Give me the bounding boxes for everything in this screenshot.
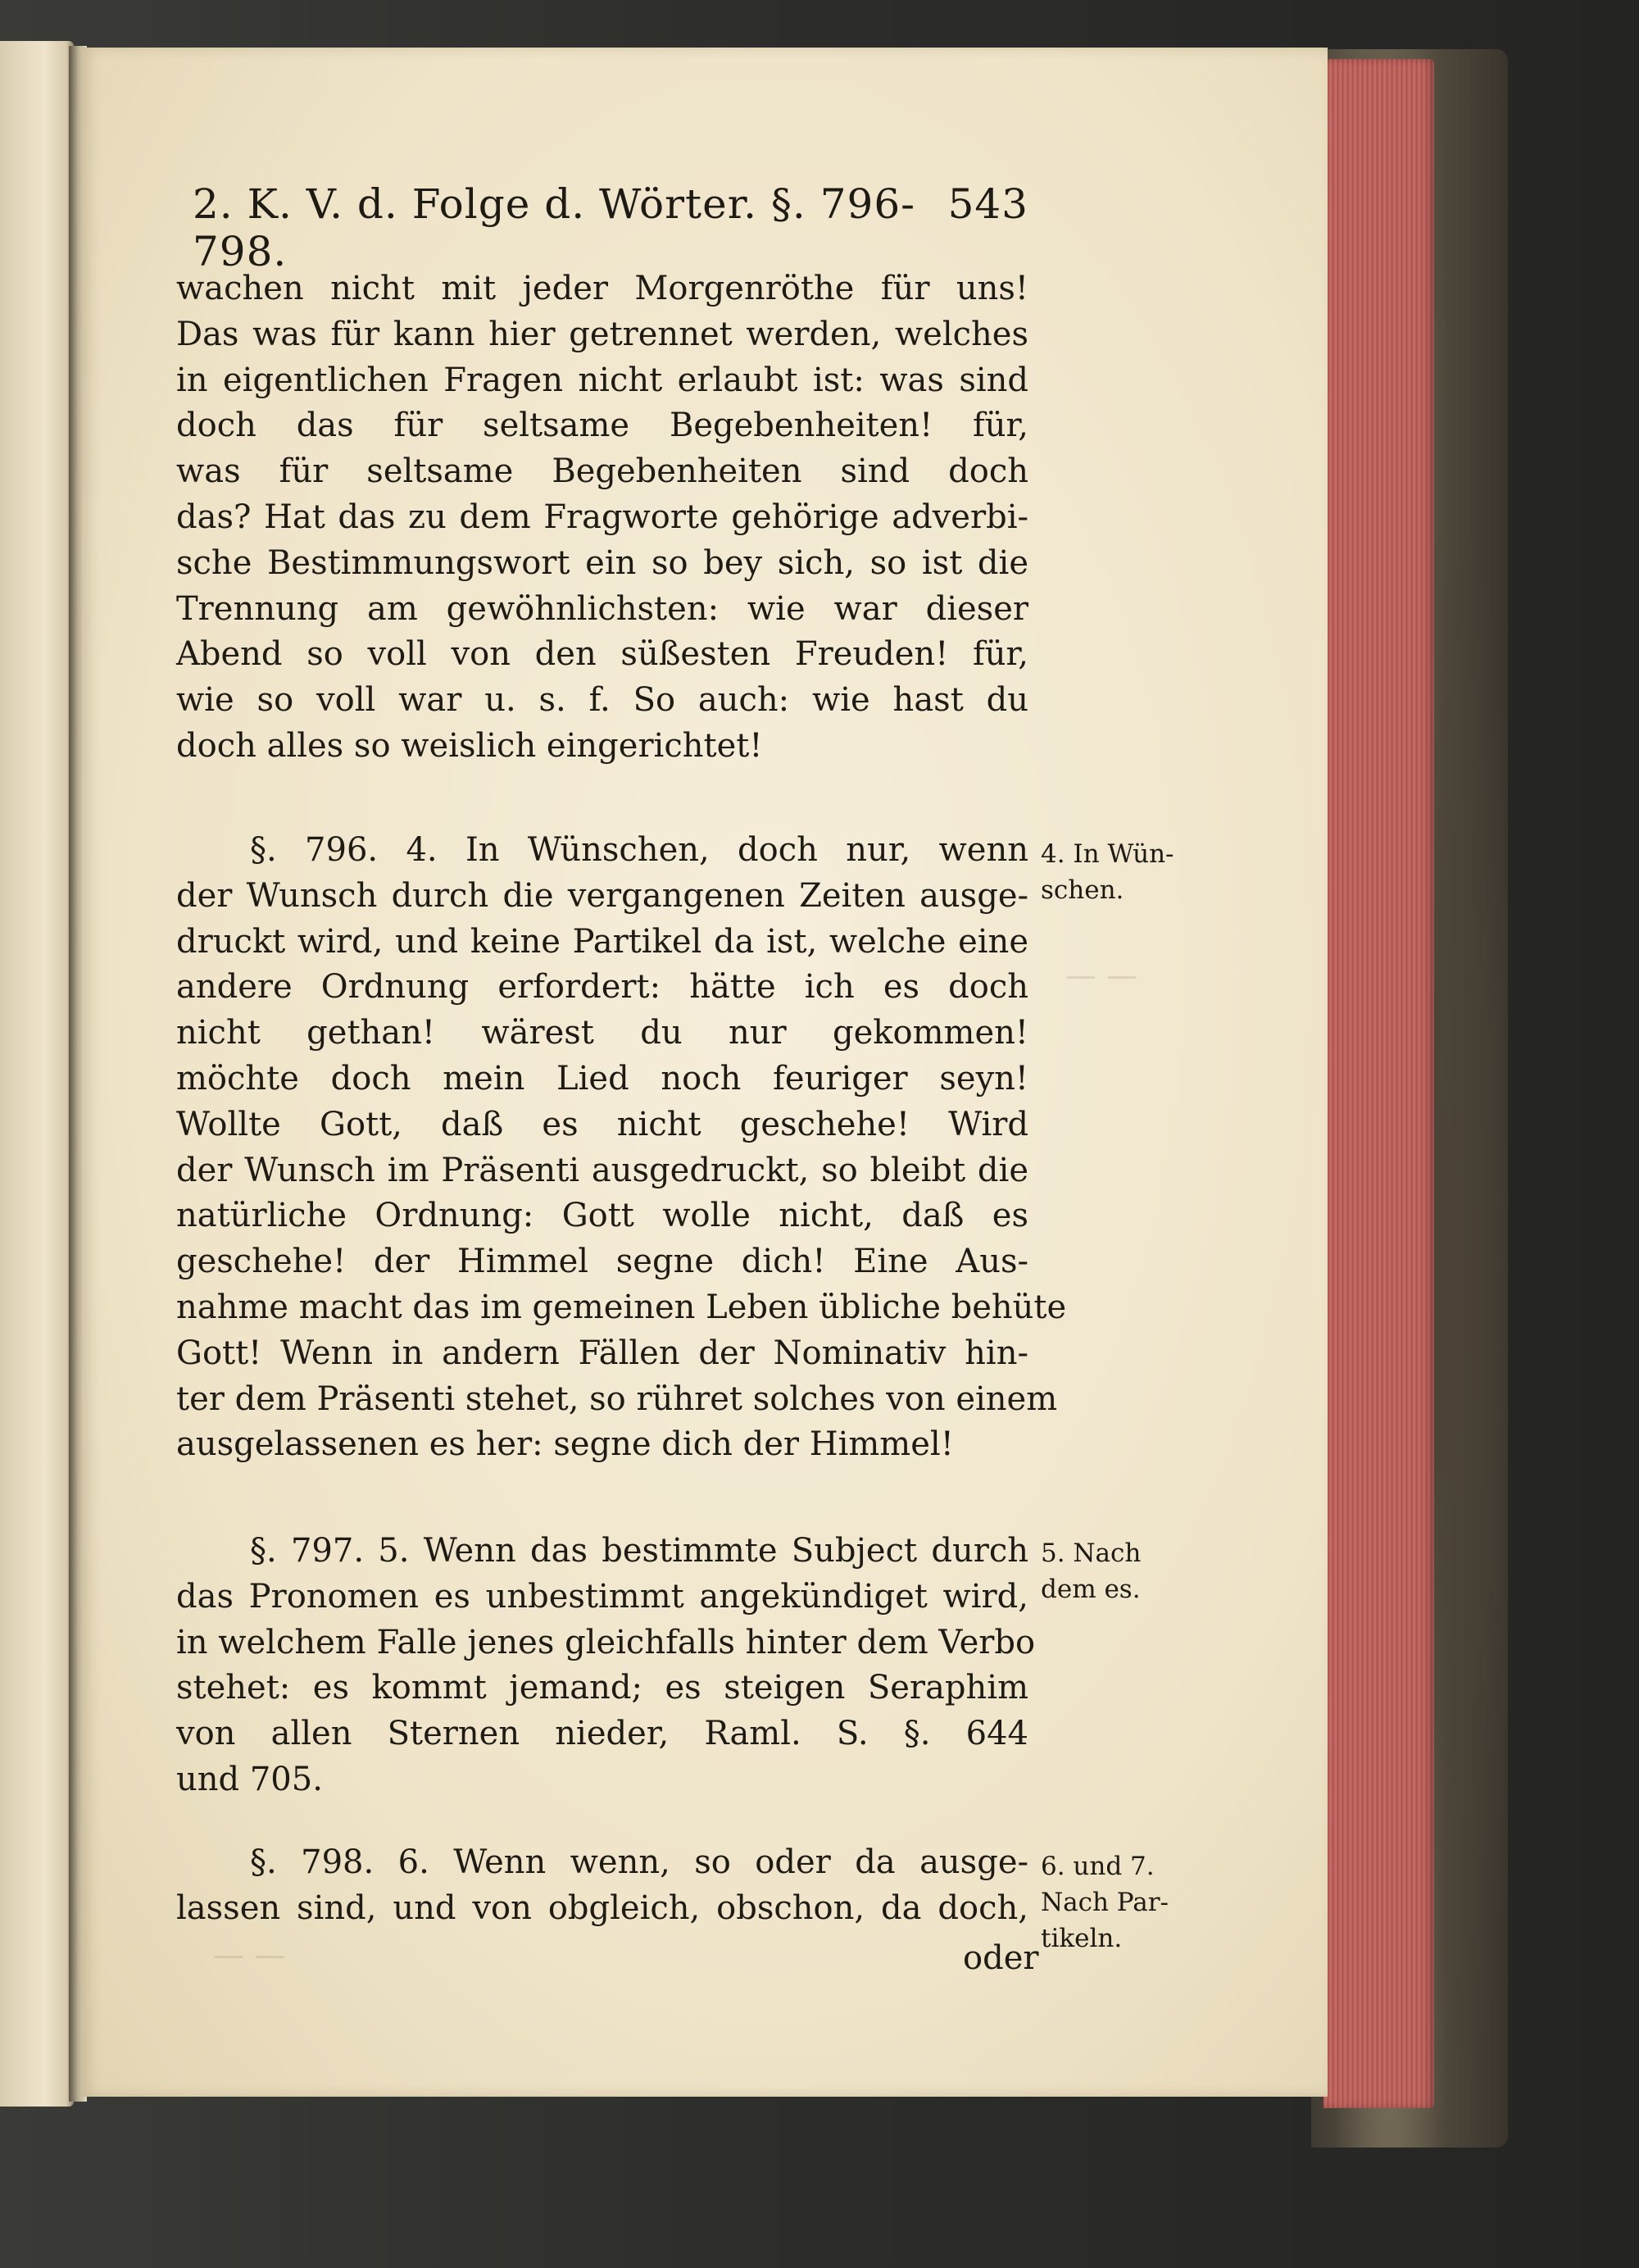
text-line: natürliche Ordnung: Gott wolle nicht, daß es: [176, 1197, 1028, 1235]
red-page-edges: [1323, 59, 1434, 2108]
margin-note-partikeln: [1041, 1848, 1229, 1957]
text-line: was für seltsame Begebenheiten sind doch: [176, 452, 1028, 491]
paragraph-797: [176, 1529, 1036, 1803]
show-through-text: — —: [1065, 957, 1138, 993]
margin-note-line: 6. und 7.: [1041, 1852, 1155, 1881]
text-line: möchte doch mein Lied noch feuriger seyn!: [176, 1059, 1028, 1098]
margin-note-wuenschen: [1041, 836, 1229, 908]
text-line: ausgelassenen es her: segne dich der Himmel!: [176, 1425, 954, 1464]
margin-note-line: tikeln.: [1041, 1924, 1123, 1953]
text-line: Gott! Wenn in andern Fällen der Nominativ hin-: [176, 1334, 1028, 1372]
margin-note-line: 4. In Wün-: [1041, 839, 1174, 869]
margin-note-nach-dem-es: [1041, 1535, 1229, 1607]
text-line: in eigentlichen Fragen nicht erlaubt ist: was sind: [176, 361, 1028, 399]
margin-note-line: 5. Nach: [1041, 1539, 1142, 1568]
text-line: in welchem Falle jenes gleichfalls hinter dem Verbo: [176, 1623, 1036, 1661]
text-line: stehet: es kommt jemand; es steigen Seraphim: [176, 1669, 1028, 1707]
page-number: 543: [947, 180, 1028, 228]
text-line: von allen Sternen nieder, Raml. S. §. 644: [176, 1715, 1028, 1753]
paragraph-798: [176, 1840, 1028, 1932]
text-line: sche Bestimmungswort ein so bey sich, so ist die: [176, 543, 1028, 582]
text-line: Trennung am gewöhnlichsten: wie war dieser: [176, 589, 1028, 628]
text-line: wachen nicht mit jeder Morgenröthe für uns!: [176, 270, 1028, 307]
text-line: andere Ordnung erfordert: hätte ich es doch: [176, 968, 1028, 1007]
text-line: nahme macht das im gemeinen Leben übliche behüte: [176, 1288, 1067, 1326]
text-line: §. 798. 6. Wenn wenn, so oder da ausge-: [250, 1843, 1028, 1881]
text-line: nicht gethan! wärest du nur gekommen!: [176, 1014, 1028, 1052]
text-line: und 705.: [176, 1760, 323, 1798]
text-line: §. 796. 4. In Wünschen, doch nur, wenn: [250, 831, 1028, 869]
text-line: das Pronomen es unbestimmt angekündiget wird,: [176, 1577, 1028, 1616]
text-line: der Wunsch im Präsenti ausgedruckt, so bleibt die: [176, 1151, 1028, 1189]
text-line: druckt wird, und keine Partikel da ist, welche eine: [176, 922, 1028, 961]
text-line: der Wunsch durch die vergangenen Zeiten ausge-: [176, 876, 1028, 915]
text-line: doch alles so weislich eingerichtet!: [176, 726, 763, 765]
text-line: Wollte Gott, daß es nicht geschehe! Wird: [176, 1105, 1028, 1143]
show-through-text: — —: [213, 1937, 286, 1973]
paragraph-796: [176, 828, 1067, 1468]
text-line: das? Hat das zu dem Fragworte gehörige adverbi-: [176, 498, 1028, 536]
text-line: geschehe! der Himmel segne dich! Eine Aus-: [176, 1243, 1028, 1281]
catchword: oder: [963, 1939, 1039, 1977]
text-line: ter dem Präsenti stehet, so rühret solches von einem: [176, 1379, 1058, 1418]
text-line: doch das für seltsame Begebenheiten! für,: [176, 407, 1028, 445]
running-head-title: 2. K. V. d. Folge d. Wörter. §. 796-798.: [193, 180, 916, 275]
text-line: §. 797. 5. Wenn das bestimmte Subject durch: [250, 1532, 1028, 1570]
text-line: Das was für kann hier getrennet werden, welches: [176, 315, 1028, 353]
text-line: Abend so voll von den süßesten Freuden! für,: [176, 635, 1028, 674]
margin-note-line: schen.: [1041, 875, 1124, 905]
margin-note-line: Nach Par-: [1041, 1888, 1169, 1917]
text-line: lassen sind, und von obgleich, obschon, da doch,: [176, 1888, 1028, 1927]
running-head: [193, 180, 1028, 275]
text-line: wie so voll war u. s. f. So auch: wie hast du: [176, 681, 1028, 720]
facing-page-edge: [0, 41, 74, 2107]
paragraph-continuation: [176, 266, 1028, 770]
margin-note-line: dem es.: [1041, 1575, 1141, 1604]
